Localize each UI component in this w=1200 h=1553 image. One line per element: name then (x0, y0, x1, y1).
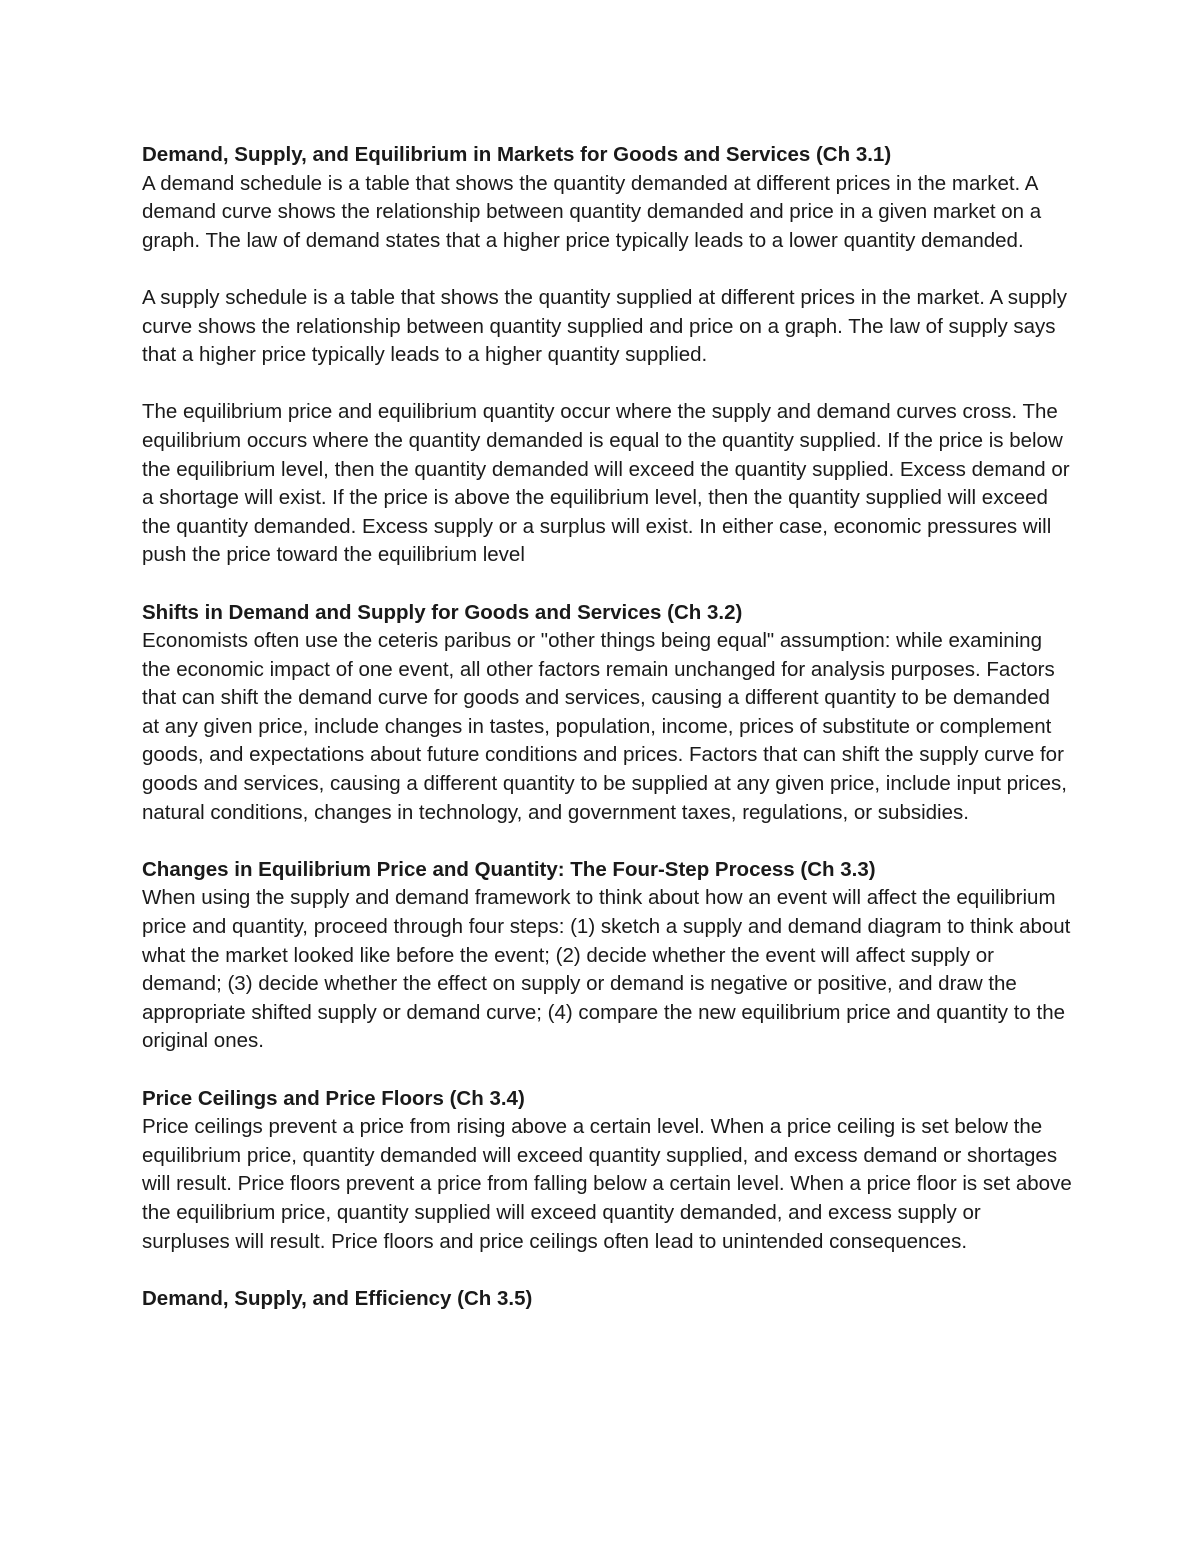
paragraph: Economists often use the ceteris paribus or "other things being equal" assumption: while examining the economic impact of one event, all other factors remain unchanged for analysis purposes. Factors that can shift the demand curve for goods and services, causing a different quantity to be demanded at any given price, include changes in tastes, population, income, prices of substitute or complement goods, and expectations about future conditions and prices. Factors that can shift the supply curve for goods and services, causing a different quantity to be supplied at any given price, include input prices, natural conditions, changes in technology, and government taxes, regulations, or subsidies. (142, 629, 1067, 824)
section-heading: Changes in Equilibrium Price and Quantity: The Four-Step Process (Ch 3.3) (142, 857, 876, 881)
section-spacer (142, 1056, 1072, 1085)
paragraph: A supply schedule is a table that shows the quantity supplied at different prices in the market. A supply curve shows the relationship between quantity supplied and price on a graph. The law of supply says that a higher price typically leads to a higher quantity supplied. (142, 285, 1067, 367)
section-spacer (142, 827, 1072, 856)
paragraph: When using the supply and demand framework to think about how an event will affect the equilibrium price and quantity, proceed through four steps: (1) sketch a supply and demand diagram to think about what the market looked like before the event; (2) decide whether the event will affect supply or demand; (3) decide whether the effect on supply or demand is negative or positive, and draw the appropriate shifted supply or demand curve; (4) compare the new equilibrium price and quantity to the original ones. (142, 886, 1071, 1053)
paragraph-spacer (142, 370, 1072, 399)
section-ch-3-1 (142, 141, 1072, 570)
section-ch-3-4 (142, 1085, 1072, 1257)
section-ch-3-2 (142, 599, 1072, 828)
paragraph-spacer (142, 255, 1072, 284)
section-spacer (142, 1256, 1072, 1285)
section-heading: Shifts in Demand and Supply for Goods and Services (Ch 3.2) (142, 600, 743, 624)
section-ch-3-5 (142, 1285, 1072, 1314)
paragraph: A demand schedule is a table that shows the quantity demanded at different prices in the market. A demand curve shows the relationship between quantity demanded and price in a given market on a graph. The law of demand states that a higher price typically leads to a lower quantity demanded. (142, 171, 1042, 252)
paragraph: Price ceilings prevent a price from rising above a certain level. When a price ceiling is set below the equilibrium price, quantity demanded will exceed quantity supplied, and excess demand or shortages will result. Price floors prevent a price from falling below a certain level. When a price floor is set above the equilibrium price, quantity supplied will exceed quantity demanded, and excess supply or surpluses will result. Price floors and price ceilings often lead to unintended consequences. (142, 1115, 1072, 1253)
section-spacer (142, 570, 1072, 599)
section-heading: Demand, Supply, and Efficiency (Ch 3.5) (142, 1286, 533, 1310)
section-ch-3-3 (142, 856, 1072, 1056)
section-heading: Demand, Supply, and Equilibrium in Markets for Goods and Services (Ch 3.1) (142, 143, 892, 166)
section-heading: Price Ceilings and Price Floors (Ch 3.4) (142, 1086, 525, 1110)
paragraph: The equilibrium price and equilibrium quantity occur where the supply and demand curves cross. The equilibrium occurs where the quantity demanded is equal to the quantity supplied. If the price is below the equilibrium level, then the quantity demanded will exceed the quantity supplied. Excess demand or a shortage will exist. If the price is above the equilibrium level, then the quantity supplied will exceed the quantity demanded. Excess supply or a surplus will exist. In either case, economic pressures will push the price toward the equilibrium level (142, 400, 1070, 567)
document-page (142, 141, 1072, 1313)
